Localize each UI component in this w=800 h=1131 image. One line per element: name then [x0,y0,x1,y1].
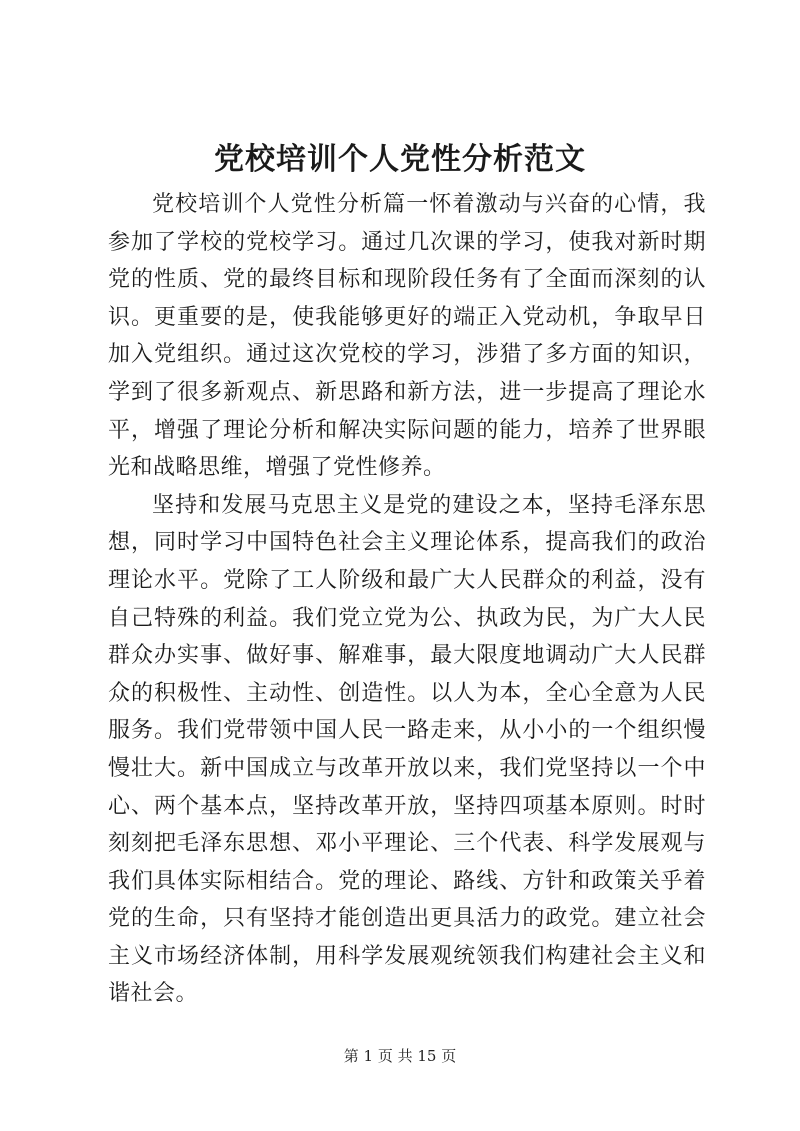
document-title: 党校培训个人党性分析范文 [214,142,586,177]
document-body [108,186,706,1013]
page-number-footer: 第 1 页 共 15 页 [343,1047,457,1065]
paragraph-1: 党校培训个人党性分析篇一怀着激动与兴奋的心情，我参加了学校的党校学习。通过几次课的学习，使我对新时期党的性质、党的最终目标和现阶段任务有了全面而深刻的认识。更重要的是，使我能够更好的端正入党动机，争取早日加入党组织。通过这次党校的学习，涉猎了多方面的知识，学到了很多新观点、新思路和新方法，进一步提高了理论水平，增强了理论分析和解决实际问题的能力，培养了世界眼光和战略思维，增强了党性修养。 [108,192,706,481]
paragraph-2: 坚持和发展马克思主义是党的建设之本，坚持毛泽东思想，同时学习中国特色社会主义理论体系，提高我们的政治理论水平。党除了工人阶级和最广大人民群众的利益，没有自己特殊的利益。我们党立党为公、执政为民，为广大人民群众办实事、做好事、解难事，最大限度地调动广大人民群众的积极性、主动性、创造性。以人为本，全心全意为人民服务。我们党带领中国人民一路走来，从小小的一个组织慢慢壮大。新中国成立与改革开放以来，我们党坚持以一个中心、两个基本点，坚持改革开放，坚持四项基本原则。时时刻刻把毛泽东思想、邓小平理论、三个代表、科学发展观与我们具体实际相结合。党的理论、路线、方针和政策关乎着党的生命，只有坚持才能创造出更具活力的政党。建立社会主义市场经济体制，用科学发展观统领我们构建社会主义和谐社会。 [108,492,706,1007]
